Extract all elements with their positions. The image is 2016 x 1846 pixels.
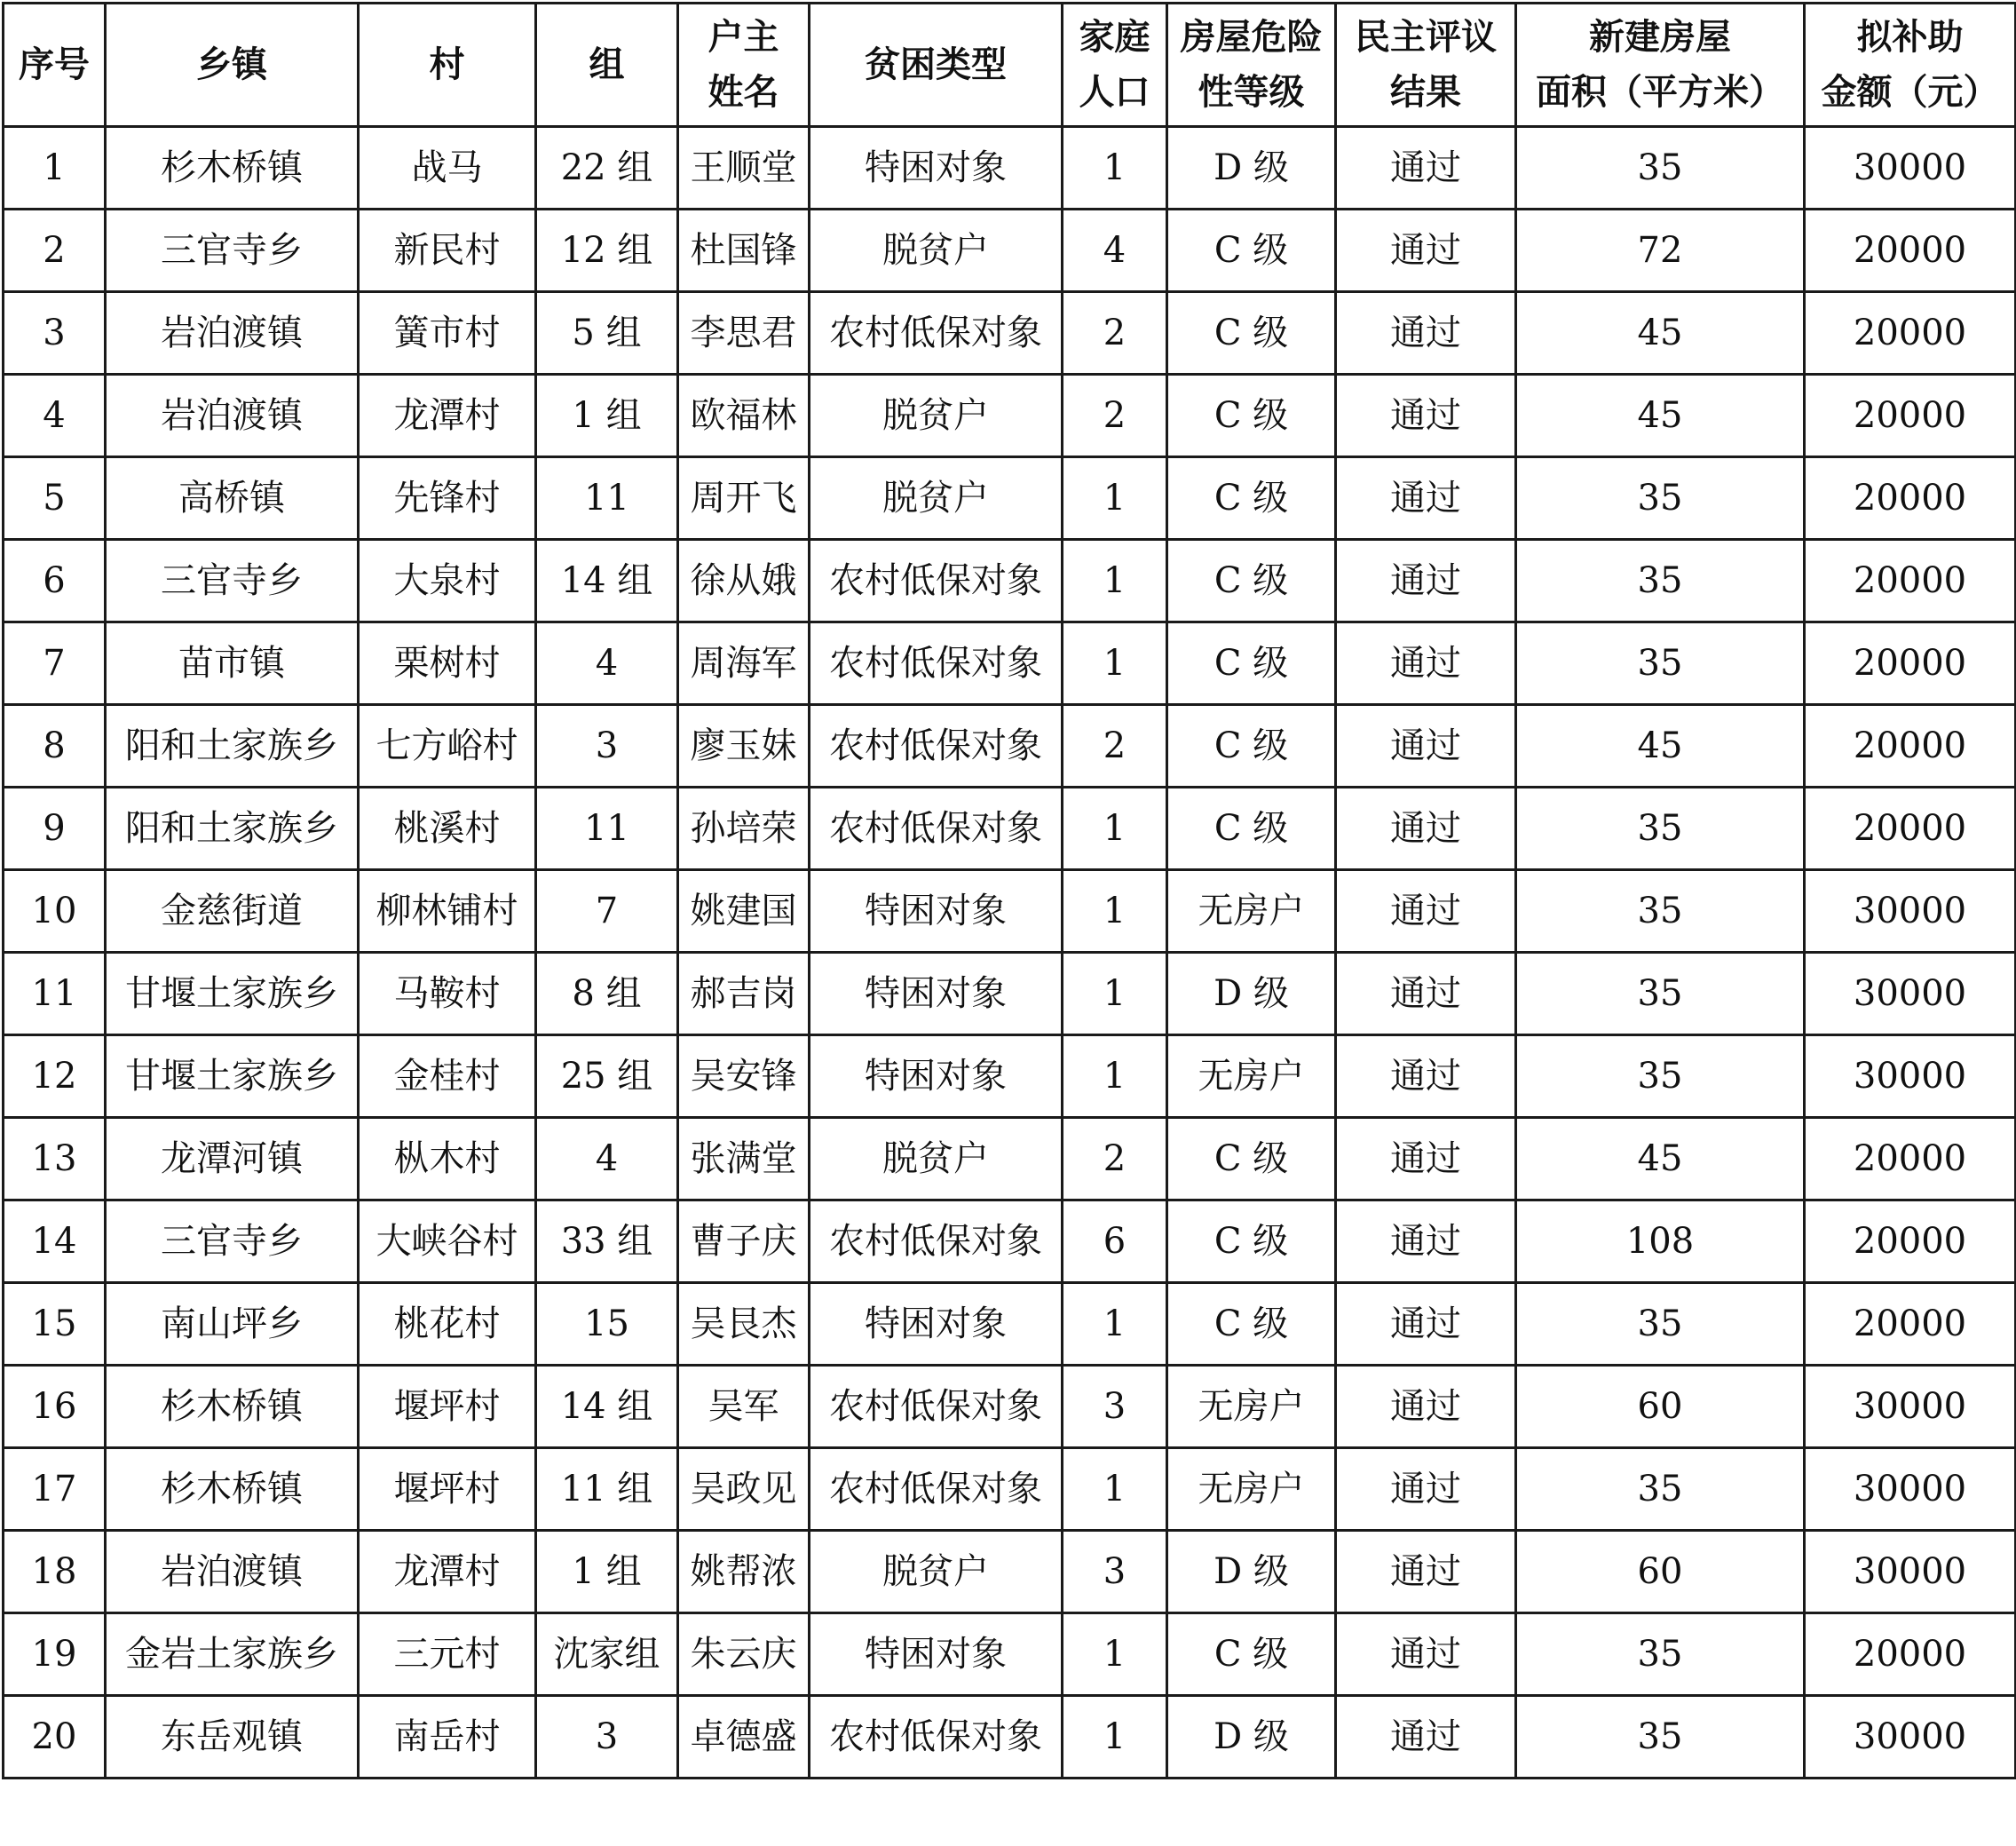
cell-family_size: 1 [1063,622,1167,705]
cell-subsidy: 20000 [1805,375,2016,457]
cell-review_result: 通过 [1336,1366,1516,1448]
cell-householder: 吴安锋 [678,1035,810,1118]
cell-subsidy: 30000 [1805,870,2016,953]
cell-village: 七方峪村 [359,705,536,788]
cell-householder: 孙培荣 [678,788,810,870]
table-row [4,622,2016,705]
header-subsidy [1805,4,2016,127]
cell-village: 堰坪村 [359,1366,536,1448]
cell-seq: 5 [4,457,106,540]
table-header [4,4,2016,127]
cell-householder: 李思君 [678,292,810,375]
table-row [4,953,2016,1035]
cell-risk_level: D 级 [1167,127,1336,210]
cell-subsidy: 30000 [1805,1696,2016,1779]
cell-family_size: 1 [1063,457,1167,540]
cell-householder: 周海军 [678,622,810,705]
cell-poverty_type: 特困对象 [810,127,1063,210]
cell-poverty_type: 农村低保对象 [810,1696,1063,1779]
cell-area: 45 [1516,292,1805,375]
cell-review_result: 通过 [1336,127,1516,210]
table-row [4,457,2016,540]
table-row [4,375,2016,457]
cell-village: 三元村 [359,1613,536,1696]
cell-area: 35 [1516,870,1805,953]
cell-review_result: 通过 [1336,870,1516,953]
cell-area: 35 [1516,540,1805,622]
cell-seq: 8 [4,705,106,788]
cell-risk_level: C 级 [1167,1613,1336,1696]
cell-poverty_type: 农村低保对象 [810,788,1063,870]
cell-seq: 16 [4,1366,106,1448]
cell-family_size: 2 [1063,292,1167,375]
cell-poverty_type: 农村低保对象 [810,1200,1063,1283]
cell-review_result: 通过 [1336,1200,1516,1283]
cell-householder: 吴政见 [678,1448,810,1531]
cell-poverty_type: 特困对象 [810,1035,1063,1118]
cell-risk_level: D 级 [1167,953,1336,1035]
cell-poverty_type: 脱贫户 [810,1531,1063,1613]
cell-seq: 12 [4,1035,106,1118]
header-village [359,4,536,127]
cell-village: 先锋村 [359,457,536,540]
header-householder-line: 户主 [708,17,779,58]
cell-family_size: 1 [1063,540,1167,622]
cell-householder: 姚建国 [678,870,810,953]
cell-family_size: 3 [1063,1366,1167,1448]
cell-village: 桃花村 [359,1283,536,1366]
cell-township: 岩泊渡镇 [106,292,359,375]
cell-poverty_type: 农村低保对象 [810,1448,1063,1531]
table-row [4,540,2016,622]
cell-seq: 20 [4,1696,106,1779]
cell-township: 三官寺乡 [106,210,359,292]
cell-householder: 郝吉岗 [678,953,810,1035]
cell-group: 7 [536,870,678,953]
cell-township: 龙潭河镇 [106,1118,359,1200]
header-review_result-line: 民主评议 [1355,17,1497,58]
cell-township: 金慈街道 [106,870,359,953]
header-area-line: 面积（平方米） [1536,72,1784,113]
cell-poverty_type: 农村低保对象 [810,292,1063,375]
cell-group: 15 [536,1283,678,1366]
cell-group: 沈家组 [536,1613,678,1696]
cell-risk_level: D 级 [1167,1531,1336,1613]
cell-seq: 3 [4,292,106,375]
cell-poverty_type: 特困对象 [810,1613,1063,1696]
cell-group: 11 组 [536,1448,678,1531]
cell-family_size: 2 [1063,375,1167,457]
cell-review_result: 通过 [1336,1696,1516,1779]
cell-seq: 11 [4,953,106,1035]
cell-subsidy: 30000 [1805,1531,2016,1613]
cell-poverty_type: 农村低保对象 [810,705,1063,788]
cell-group: 14 组 [536,1366,678,1448]
cell-village: 龙潭村 [359,375,536,457]
cell-seq: 9 [4,788,106,870]
cell-seq: 15 [4,1283,106,1366]
cell-poverty_type: 农村低保对象 [810,1366,1063,1448]
cell-review_result: 通过 [1336,953,1516,1035]
header-group-line: 组 [589,44,625,85]
cell-township: 岩泊渡镇 [106,1531,359,1613]
cell-township: 苗市镇 [106,622,359,705]
cell-householder: 杜国锋 [678,210,810,292]
table-row [4,788,2016,870]
cell-township: 三官寺乡 [106,540,359,622]
cell-village: 堰坪村 [359,1448,536,1531]
cell-householder: 吴艮杰 [678,1283,810,1366]
cell-township: 甘堰土家族乡 [106,953,359,1035]
cell-area: 108 [1516,1200,1805,1283]
cell-householder: 廖玉妹 [678,705,810,788]
header-subsidy-line: 金额（元） [1821,72,1999,113]
cell-family_size: 4 [1063,210,1167,292]
cell-poverty_type: 农村低保对象 [810,622,1063,705]
table-row [4,1366,2016,1448]
cell-area: 35 [1516,127,1805,210]
cell-risk_level: C 级 [1167,1283,1336,1366]
cell-review_result: 通过 [1336,292,1516,375]
cell-group: 33 组 [536,1200,678,1283]
cell-poverty_type: 农村低保对象 [810,540,1063,622]
cell-risk_level: C 级 [1167,788,1336,870]
cell-poverty_type: 特困对象 [810,1283,1063,1366]
table-row [4,870,2016,953]
cell-family_size: 1 [1063,953,1167,1035]
cell-area: 35 [1516,1448,1805,1531]
cell-seq: 14 [4,1200,106,1283]
cell-group: 25 组 [536,1035,678,1118]
cell-village: 枞木村 [359,1118,536,1200]
header-township [106,4,359,127]
cell-poverty_type: 脱贫户 [810,210,1063,292]
cell-seq: 4 [4,375,106,457]
cell-township: 金岩土家族乡 [106,1613,359,1696]
cell-review_result: 通过 [1336,1035,1516,1118]
cell-risk_level: C 级 [1167,457,1336,540]
cell-family_size: 1 [1063,870,1167,953]
cell-township: 杉木桥镇 [106,1366,359,1448]
cell-area: 35 [1516,788,1805,870]
cell-subsidy: 20000 [1805,705,2016,788]
header-area [1516,4,1805,127]
cell-subsidy: 30000 [1805,1366,2016,1448]
header-area-line: 新建房屋 [1589,17,1731,58]
cell-village: 南岳村 [359,1696,536,1779]
cell-area: 72 [1516,210,1805,292]
cell-group: 1 组 [536,375,678,457]
cell-risk_level: D 级 [1167,1696,1336,1779]
cell-review_result: 通过 [1336,705,1516,788]
cell-householder: 周开飞 [678,457,810,540]
cell-subsidy: 20000 [1805,1283,2016,1366]
cell-risk_level: 无房户 [1167,870,1336,953]
cell-family_size: 1 [1063,1448,1167,1531]
cell-group: 14 组 [536,540,678,622]
cell-area: 60 [1516,1366,1805,1448]
cell-township: 东岳观镇 [106,1696,359,1779]
cell-subsidy: 20000 [1805,622,2016,705]
table-row [4,1283,2016,1366]
cell-area: 45 [1516,375,1805,457]
cell-group: 1 组 [536,1531,678,1613]
cell-area: 35 [1516,953,1805,1035]
cell-review_result: 通过 [1336,622,1516,705]
cell-subsidy: 20000 [1805,1613,2016,1696]
cell-householder: 朱云庆 [678,1613,810,1696]
cell-group: 3 [536,1696,678,1779]
cell-group: 4 [536,622,678,705]
cell-review_result: 通过 [1336,1118,1516,1200]
header-family_size-line: 家庭 [1079,17,1150,58]
cell-subsidy: 30000 [1805,1035,2016,1118]
cell-village: 大泉村 [359,540,536,622]
cell-area: 35 [1516,1035,1805,1118]
cell-risk_level: C 级 [1167,375,1336,457]
cell-group: 22 组 [536,127,678,210]
cell-review_result: 通过 [1336,540,1516,622]
cell-poverty_type: 特困对象 [810,870,1063,953]
table-row [4,1118,2016,1200]
cell-risk_level: C 级 [1167,540,1336,622]
cell-seq: 7 [4,622,106,705]
cell-group: 11 [536,788,678,870]
cell-township: 三官寺乡 [106,1200,359,1283]
cell-risk_level: 无房户 [1167,1448,1336,1531]
cell-group: 3 [536,705,678,788]
table-row [4,1200,2016,1283]
cell-review_result: 通过 [1336,210,1516,292]
header-risk_level-line: 房屋危险 [1180,17,1323,58]
table-row [4,1035,2016,1118]
cell-group: 12 组 [536,210,678,292]
header-family_size [1063,4,1167,127]
cell-poverty_type: 脱贫户 [810,457,1063,540]
housing-subsidy-table [2,2,2016,1779]
cell-risk_level: C 级 [1167,292,1336,375]
cell-review_result: 通过 [1336,1283,1516,1366]
cell-area: 45 [1516,705,1805,788]
cell-householder: 曹子庆 [678,1200,810,1283]
table-row [4,292,2016,375]
cell-seq: 6 [4,540,106,622]
header-poverty_type [810,4,1063,127]
cell-township: 甘堰土家族乡 [106,1035,359,1118]
cell-seq: 1 [4,127,106,210]
cell-seq: 18 [4,1531,106,1613]
cell-householder: 张满堂 [678,1118,810,1200]
cell-township: 高桥镇 [106,457,359,540]
table-body [4,127,2016,1779]
cell-family_size: 1 [1063,1035,1167,1118]
cell-risk_level: C 级 [1167,210,1336,292]
cell-risk_level: 无房户 [1167,1035,1336,1118]
header-subsidy-line: 拟补助 [1856,17,1964,58]
cell-householder: 徐从娥 [678,540,810,622]
header-householder-line: 姓名 [708,72,779,113]
cell-village: 龙潭村 [359,1531,536,1613]
header-poverty_type-line: 贫困类型 [865,44,1007,85]
header-householder [678,4,810,127]
cell-risk_level: C 级 [1167,705,1336,788]
cell-family_size: 1 [1063,788,1167,870]
cell-area: 35 [1516,1283,1805,1366]
cell-area: 60 [1516,1531,1805,1613]
cell-householder: 王顺堂 [678,127,810,210]
cell-family_size: 2 [1063,1118,1167,1200]
cell-subsidy: 20000 [1805,788,2016,870]
cell-seq: 2 [4,210,106,292]
cell-village: 桃溪村 [359,788,536,870]
cell-householder: 欧福林 [678,375,810,457]
cell-risk_level: 无房户 [1167,1366,1336,1448]
cell-family_size: 3 [1063,1531,1167,1613]
header-review_result [1336,4,1516,127]
cell-area: 35 [1516,1613,1805,1696]
cell-township: 杉木桥镇 [106,127,359,210]
cell-village: 大峡谷村 [359,1200,536,1283]
cell-poverty_type: 特困对象 [810,953,1063,1035]
header-seq-line: 序号 [19,44,90,85]
cell-subsidy: 20000 [1805,540,2016,622]
cell-subsidy: 30000 [1805,1448,2016,1531]
cell-family_size: 1 [1063,127,1167,210]
cell-township: 阳和土家族乡 [106,788,359,870]
cell-group: 11 [536,457,678,540]
cell-area: 35 [1516,457,1805,540]
cell-subsidy: 30000 [1805,953,2016,1035]
header-row [4,4,2016,127]
cell-risk_level: C 级 [1167,1118,1336,1200]
cell-area: 45 [1516,1118,1805,1200]
cell-village: 新民村 [359,210,536,292]
cell-subsidy: 30000 [1805,127,2016,210]
cell-family_size: 1 [1063,1613,1167,1696]
cell-householder: 姚帮浓 [678,1531,810,1613]
cell-village: 柳林铺村 [359,870,536,953]
cell-group: 4 [536,1118,678,1200]
header-seq [4,4,106,127]
cell-area: 35 [1516,1696,1805,1779]
table-row [4,127,2016,210]
table-row [4,1531,2016,1613]
cell-poverty_type: 脱贫户 [810,1118,1063,1200]
cell-village: 金桂村 [359,1035,536,1118]
cell-group: 8 组 [536,953,678,1035]
cell-review_result: 通过 [1336,375,1516,457]
cell-village: 马鞍村 [359,953,536,1035]
cell-review_result: 通过 [1336,457,1516,540]
cell-seq: 10 [4,870,106,953]
table-row [4,1696,2016,1779]
cell-family_size: 1 [1063,1696,1167,1779]
table-row [4,1448,2016,1531]
cell-householder: 吴军 [678,1366,810,1448]
header-risk_level [1167,4,1336,127]
cell-village: 栗树村 [359,622,536,705]
cell-family_size: 6 [1063,1200,1167,1283]
cell-family_size: 1 [1063,1283,1167,1366]
table-row [4,210,2016,292]
cell-township: 南山坪乡 [106,1283,359,1366]
header-risk_level-line: 性等级 [1198,72,1305,113]
cell-group: 5 组 [536,292,678,375]
cell-township: 岩泊渡镇 [106,375,359,457]
table-row [4,1613,2016,1696]
header-township-line: 乡镇 [196,44,267,85]
header-family_size-line: 人口 [1079,72,1150,113]
header-group [536,4,678,127]
cell-seq: 13 [4,1118,106,1200]
cell-subsidy: 20000 [1805,1200,2016,1283]
cell-review_result: 通过 [1336,1448,1516,1531]
cell-area: 35 [1516,622,1805,705]
cell-subsidy: 20000 [1805,1118,2016,1200]
cell-review_result: 通过 [1336,788,1516,870]
cell-householder: 卓德盛 [678,1696,810,1779]
cell-village: 簧市村 [359,292,536,375]
cell-review_result: 通过 [1336,1613,1516,1696]
cell-risk_level: C 级 [1167,622,1336,705]
cell-risk_level: C 级 [1167,1200,1336,1283]
table-row [4,705,2016,788]
cell-township: 阳和土家族乡 [106,705,359,788]
header-village-line: 村 [429,44,465,85]
cell-village: 战马 [359,127,536,210]
cell-poverty_type: 脱贫户 [810,375,1063,457]
cell-subsidy: 20000 [1805,210,2016,292]
cell-family_size: 2 [1063,705,1167,788]
cell-subsidy: 20000 [1805,457,2016,540]
cell-seq: 19 [4,1613,106,1696]
header-review_result-line: 结果 [1390,72,1461,113]
cell-review_result: 通过 [1336,1531,1516,1613]
cell-subsidy: 20000 [1805,292,2016,375]
cell-seq: 17 [4,1448,106,1531]
cell-township: 杉木桥镇 [106,1448,359,1531]
